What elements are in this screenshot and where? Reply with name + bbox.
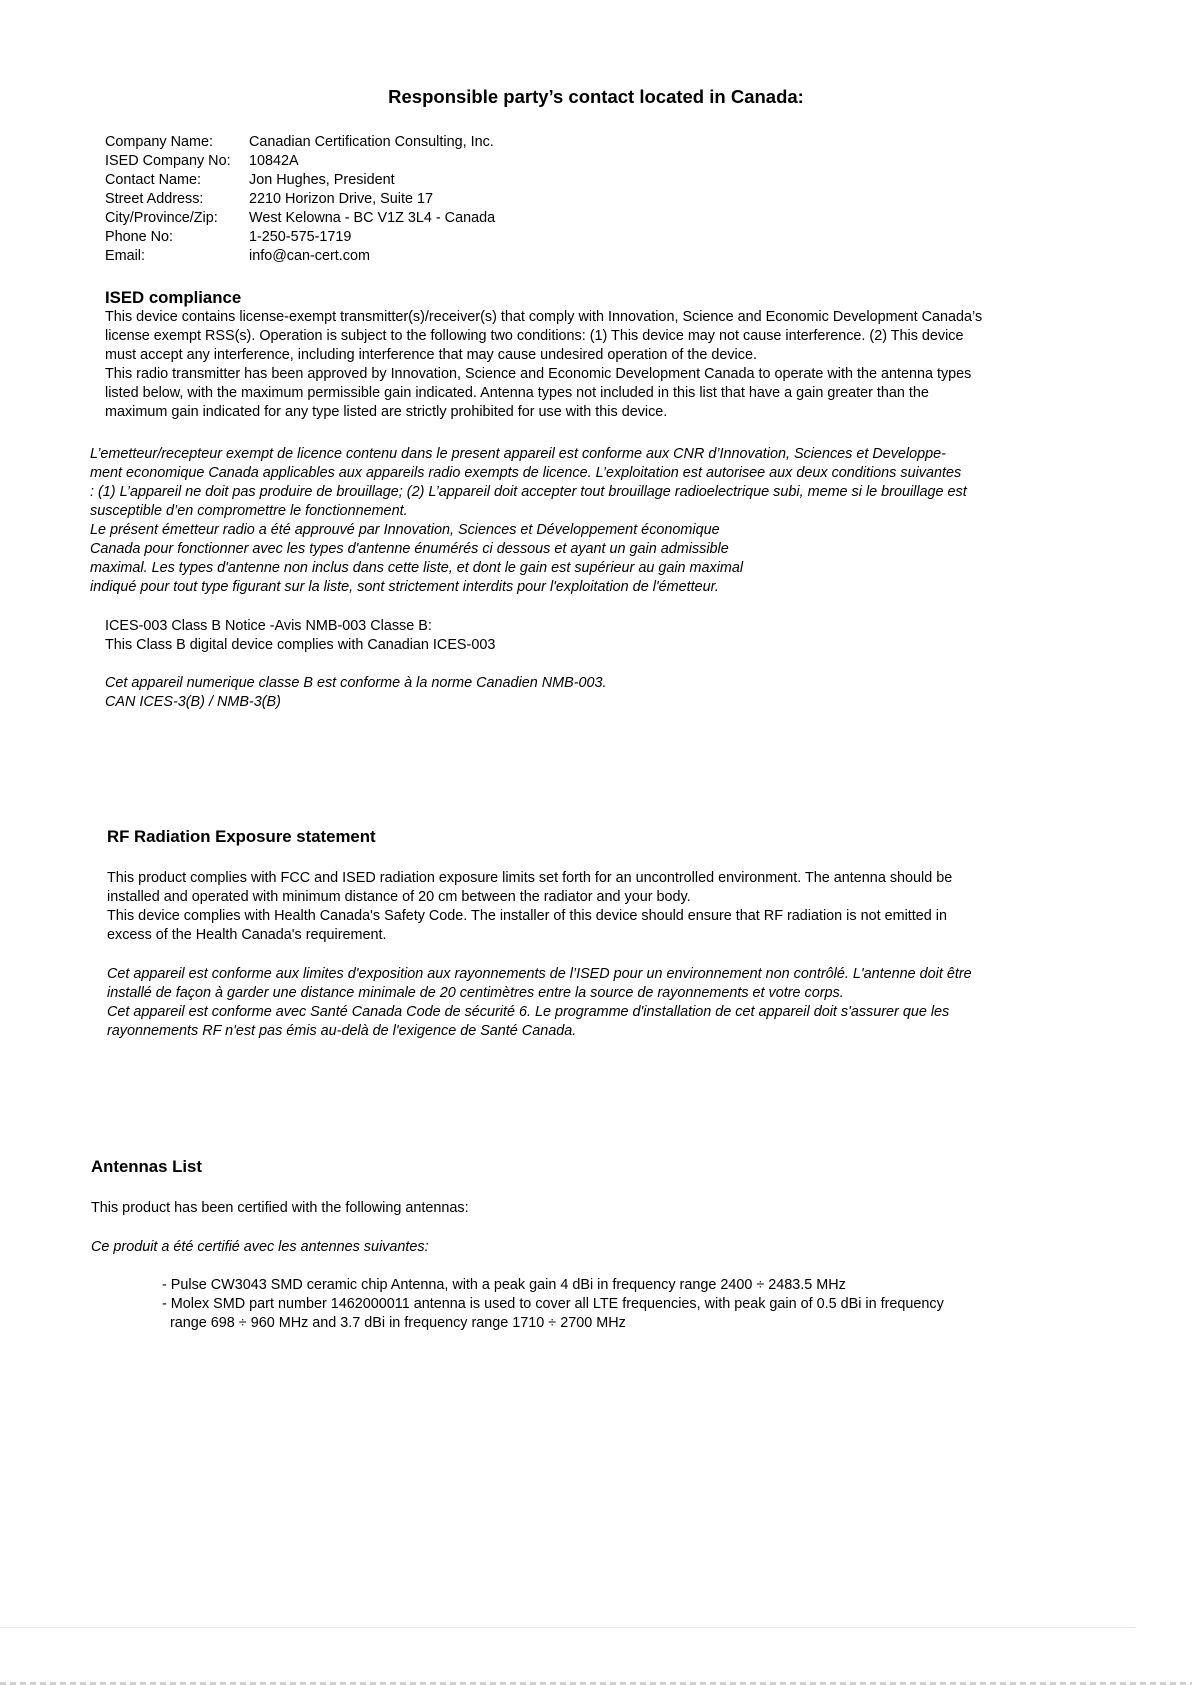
text-line: listed below, with the maximum permissible gain indicated. Antenna types not included in this list that have a gain greater than the bbox=[105, 385, 929, 401]
contact-label: City/Province/Zip: bbox=[105, 210, 218, 226]
text-line: ICES-003 Class B Notice -Avis NMB-003 Classe B: bbox=[105, 618, 432, 634]
text-line: must accept any interference, including interference that may cause undesired operation of the device. bbox=[105, 347, 757, 363]
text-line: Cet appareil est conforme avec Santé Canada Code de sécurité 6. Le programme d'installation de cet appareil doit s'assurer que les bbox=[107, 1004, 950, 1020]
text-line: Ce produit a été certifié avec les antennes suivantes: bbox=[91, 1239, 429, 1255]
text-line: Cet appareil est conforme aux limites d'exposition aux rayonnements de l’ISED pour un environnement non contrôlé. L'antenne doit être bbox=[107, 966, 972, 982]
text-line: susceptible d’en compromettre le fonctionnement. bbox=[90, 503, 408, 519]
ised-compliance-heading: ISED compliance bbox=[105, 288, 242, 307]
text-line: license exempt RSS(s). Operation is subject to the following two conditions: (1) This device may not cause interference. (2) This device bbox=[105, 328, 964, 344]
text-line: This device contains license-exempt transmitter(s)/receiver(s) that comply with Innovation, Science and Economic Development Canada’s bbox=[105, 309, 983, 325]
contact-value: 1-250-575-1719 bbox=[249, 229, 352, 245]
text-line: : (1) L’appareil ne doit pas produire de brouillage; (2) L’appareil doit accepter tout brouillage radioelectrique subi, meme si le brouillage est bbox=[90, 484, 967, 500]
text-line: Le présent émetteur radio a été approuvé par Innovation, Sciences et Développement économique bbox=[90, 522, 720, 538]
contact-value: Canadian Certification Consulting, Inc. bbox=[249, 134, 494, 150]
text-line: This product has been certified with the following antennas: bbox=[91, 1200, 469, 1216]
rf-exposure-heading: RF Radiation Exposure statement bbox=[107, 827, 376, 846]
ised-french-paragraph bbox=[90, 445, 1090, 598]
ised-english-paragraph bbox=[105, 308, 1105, 423]
contact-value: 2210 Horizon Drive, Suite 17 bbox=[249, 191, 433, 207]
text-line: installé de façon à garder une distance minimale de 20 centimètres entre la source de rayonnements et votre corps. bbox=[107, 985, 844, 1001]
contact-label: ISED Company No: bbox=[105, 153, 231, 169]
text-line: installed and operated with minimum distance of 20 cm between the radiator and your body. bbox=[107, 889, 691, 905]
rf-english-paragraph bbox=[107, 869, 1107, 945]
contact-value: Jon Hughes, President bbox=[249, 172, 395, 188]
contact-label: Phone No: bbox=[105, 229, 174, 245]
antennas-intro bbox=[91, 1199, 891, 1218]
antennas-list-heading: Antennas List bbox=[91, 1157, 202, 1176]
text-line: This device complies with Health Canada's Safety Code. The installer of this device should ensure that RF radiation is not emitted in bbox=[107, 908, 947, 924]
contact-label: Street Address: bbox=[105, 191, 204, 207]
text-line: rayonnements RF n'est pas émis au-delà de l'exigence de Santé Canada. bbox=[107, 1023, 577, 1039]
text-line: maximum gain indicated for any type listed are strictly prohibited for use with this device. bbox=[105, 404, 668, 420]
text-line: Cet appareil numerique classe B est conforme à la norme Canadien NMB-003. bbox=[105, 675, 607, 691]
contact-value: West Kelowna - BC V1Z 3L4 - Canada bbox=[249, 210, 496, 226]
rf-french-paragraph bbox=[107, 965, 1107, 1041]
text-line: maximal. Les types d'antenne non inclus dans cette liste, et dont le gain est supérieur au gain maximal bbox=[90, 560, 744, 576]
text-line: This radio transmitter has been approved by Innovation, Science and Economic Development Canada to operate with the antenna types bbox=[105, 366, 972, 382]
text-line: ment economique Canada applicables aux appareils radio exempts de licence. L’exploitation est autorisee aux deux conditions suivantes bbox=[90, 465, 962, 481]
page-title: Responsible party’s contact located in Canada: bbox=[388, 86, 804, 107]
contact-value: 10842A bbox=[249, 153, 299, 169]
list-item: - Molex SMD part number 1462000011 antenna is used to cover all LTE frequencies, with peak gain of 0.5 dBi in frequency bbox=[162, 1296, 944, 1312]
contact-label: Contact Name: bbox=[105, 172, 201, 188]
text-line: This product complies with FCC and ISED radiation exposure limits set forth for an uncontrolled environment. The antenna should be bbox=[107, 870, 953, 886]
contact-label: Email: bbox=[105, 248, 145, 264]
footer-divider bbox=[0, 1627, 1135, 1628]
list-item: - Pulse CW3043 SMD ceramic chip Antenna, with a peak gain 4 dBi in frequency range 2400 ÷ 2483.5 MHz bbox=[162, 1277, 846, 1293]
list-item: range 698 ÷ 960 MHz and 3.7 dBi in frequency range 1710 ÷ 2700 MHz bbox=[162, 1315, 626, 1331]
text-line: L’emetteur/recepteur exempt de licence contenu dans le present appareil est conforme aux CNR d’Innovation, Sciences et Developpe- bbox=[90, 446, 946, 462]
contact-label: Company Name: bbox=[105, 134, 213, 150]
antennas-intro-french bbox=[91, 1238, 891, 1257]
text-line: indiqué pour tout type figurant sur la liste, sont strictement interdits pour l'exploitation de l'émetteur. bbox=[90, 579, 719, 595]
text-line: This Class B digital device complies with Canadian ICES-003 bbox=[105, 637, 496, 653]
text-line: CAN ICES-3(B) / NMB-3(B) bbox=[105, 694, 281, 710]
contact-email-link[interactable]: info@can-cert.com bbox=[249, 248, 370, 264]
text-line: Canada pour fonctionner avec les types d'antenne énumérés ci dessous et ayant un gain admissible bbox=[90, 541, 729, 557]
text-line: excess of the Health Canada's requirement. bbox=[107, 927, 387, 943]
antennas-list bbox=[162, 1276, 1062, 1333]
ices-notice bbox=[105, 617, 805, 655]
ices-notice-french bbox=[105, 674, 805, 712]
